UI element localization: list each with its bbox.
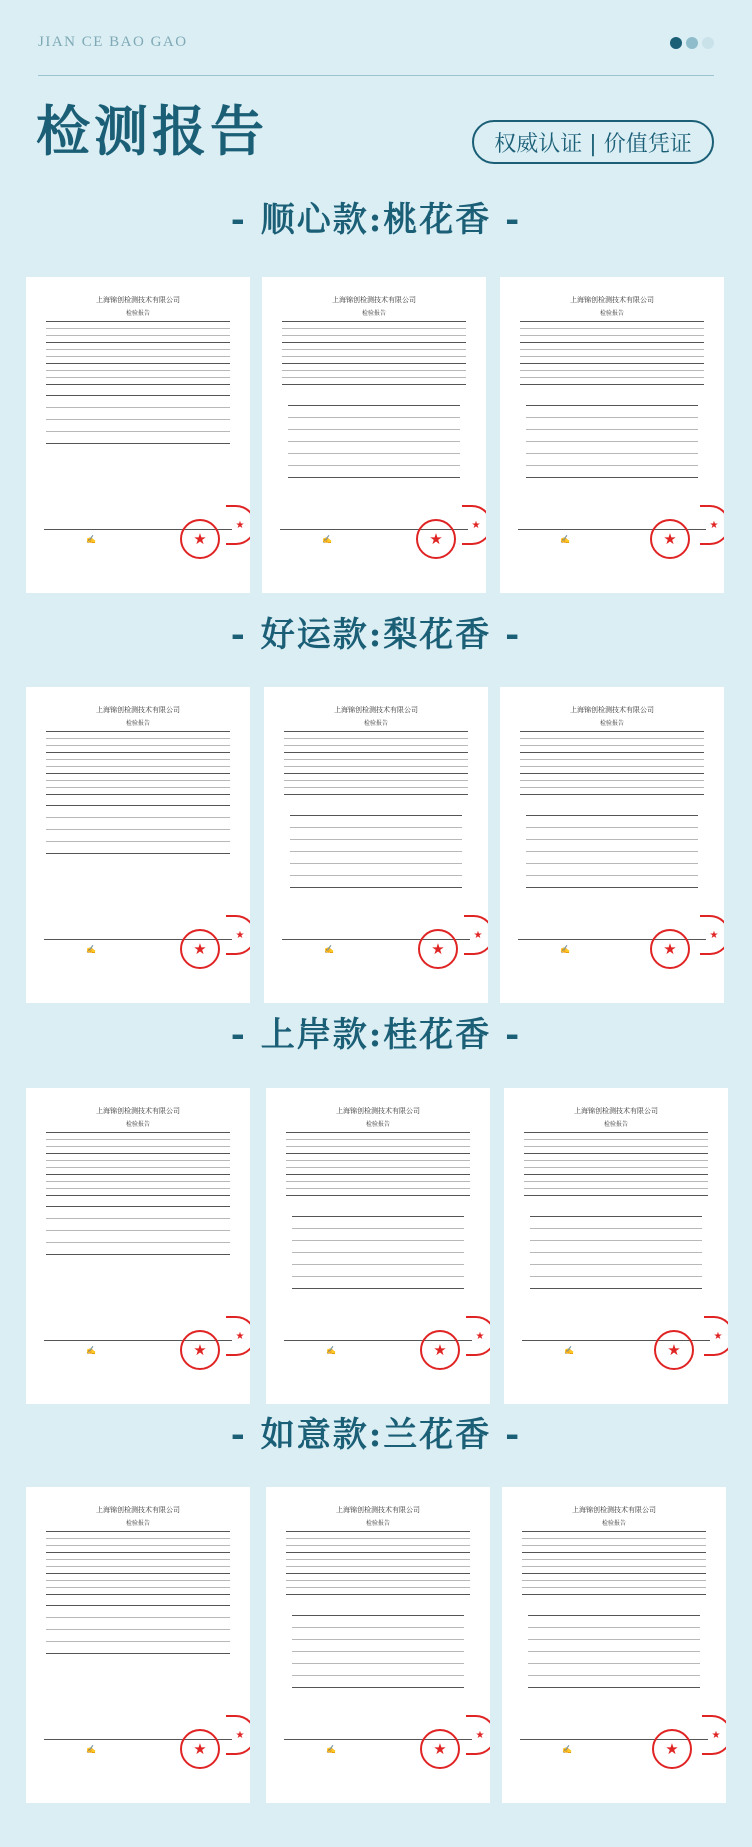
- report-doc-title: 检验报告: [599, 310, 624, 317]
- report-result-line: [288, 465, 460, 466]
- report-text-line: [522, 1566, 706, 1567]
- report-text-line: [46, 321, 230, 322]
- report-result-line: [288, 417, 460, 418]
- report-company: 上海锦创检测技术有限公司: [96, 296, 180, 304]
- section-title: - 好运款:梨花香 -: [230, 615, 522, 655]
- report-result-line: [288, 405, 460, 406]
- report-page: [262, 277, 486, 593]
- report-text-line: [282, 335, 466, 336]
- report-company: 上海锦创检测技术有限公司: [572, 1506, 656, 1514]
- report-text-line: [286, 1160, 470, 1161]
- section-title: - 顺心款:桃花香 -: [230, 200, 522, 240]
- header-divider: [38, 75, 714, 76]
- report-result-line: [290, 851, 462, 852]
- report-result-line: [528, 1675, 700, 1676]
- half-stamp-icon: ★: [700, 915, 724, 955]
- report-result-line: [288, 429, 460, 430]
- signature-icon: ✍: [560, 945, 570, 954]
- report-company: 上海锦创检测技术有限公司: [96, 1506, 180, 1514]
- report-text-line: [286, 1195, 470, 1196]
- report-company: 上海锦创检测技术有限公司: [570, 706, 654, 714]
- report-result-line: [526, 887, 698, 888]
- report-result-line: [46, 1218, 230, 1219]
- red-star-stamp-icon: ★: [650, 929, 690, 969]
- section-title: - 如意款:兰花香 -: [230, 1415, 522, 1455]
- report-text-line: [520, 342, 704, 343]
- report-text-line: [286, 1139, 470, 1140]
- report-result-line: [526, 863, 698, 864]
- report-result-line: [526, 477, 698, 478]
- report-result-line: [526, 417, 698, 418]
- report-text-line: [284, 731, 468, 732]
- report-text-line: [46, 1573, 230, 1574]
- report-text-line: [46, 1566, 230, 1567]
- report-text-line: [46, 738, 230, 739]
- report-text-line: [46, 1174, 230, 1175]
- report-result-line: [526, 465, 698, 466]
- report-doc-title: 检验报告: [601, 1520, 626, 1527]
- report-text-line: [284, 794, 468, 795]
- report-text-line: [282, 370, 466, 371]
- report-text-line: [46, 1153, 230, 1154]
- report-doc-title: 检验报告: [125, 1121, 150, 1128]
- report-result-line: [526, 429, 698, 430]
- report-text-line: [282, 384, 466, 385]
- report-result-line: [292, 1276, 464, 1277]
- report-text-line: [286, 1580, 470, 1581]
- red-star-stamp-icon: ★: [650, 519, 690, 559]
- report-result-line: [46, 1629, 230, 1630]
- report-text-line: [46, 794, 230, 795]
- report-doc-title: 检验报告: [603, 1121, 628, 1128]
- report-text-line: [46, 787, 230, 788]
- report-text-line: [46, 1538, 230, 1539]
- report-text-line: [520, 349, 704, 350]
- report-result-line: [292, 1615, 464, 1616]
- signature-icon: ✍: [86, 535, 96, 544]
- report-text-line: [520, 384, 704, 385]
- report-result-line: [46, 1605, 230, 1606]
- report-text-line: [46, 377, 230, 378]
- report-result-line: [290, 875, 462, 876]
- report-result-line: [46, 1653, 230, 1654]
- report-result-line: [526, 405, 698, 406]
- report-result-line: [290, 863, 462, 864]
- report-text-line: [522, 1552, 706, 1553]
- report-result-line: [526, 441, 698, 442]
- report-text-line: [46, 780, 230, 781]
- signature-icon: ✍: [562, 1745, 572, 1754]
- red-star-stamp-icon: ★: [416, 519, 456, 559]
- report-text-line: [284, 759, 468, 760]
- red-star-stamp-icon: ★: [652, 1729, 692, 1769]
- red-star-stamp-icon: ★: [180, 1729, 220, 1769]
- report-text-line: [520, 321, 704, 322]
- signature-icon: ✍: [326, 1346, 336, 1355]
- report-text-line: [46, 752, 230, 753]
- report-text-line: [520, 356, 704, 357]
- certification-badge: 权威认证 | 价值凭证: [472, 120, 714, 164]
- report-text-line: [46, 1181, 230, 1182]
- half-stamp-icon: ★: [226, 505, 250, 545]
- report-result-line: [46, 419, 230, 420]
- report-result-line: [292, 1228, 464, 1229]
- report-result-line: [528, 1651, 700, 1652]
- report-text-line: [46, 1545, 230, 1546]
- dot-active: [670, 37, 682, 49]
- report-result-line: [288, 477, 460, 478]
- report-result-line: [530, 1276, 702, 1277]
- report-text-line: [46, 759, 230, 760]
- report-text-line: [286, 1167, 470, 1168]
- report-text-line: [520, 752, 704, 753]
- report-result-line: [46, 407, 230, 408]
- report-result-line: [292, 1663, 464, 1664]
- half-stamp-icon: ★: [702, 1715, 726, 1755]
- report-text-line: [46, 1188, 230, 1189]
- report-text-line: [46, 363, 230, 364]
- report-text-line: [524, 1195, 708, 1196]
- report-result-line: [290, 815, 462, 816]
- report-company: 上海锦创检测技术有限公司: [574, 1107, 658, 1115]
- report-text-line: [286, 1545, 470, 1546]
- signature-icon: ✍: [86, 1346, 96, 1355]
- report-result-line: [46, 431, 230, 432]
- report-doc-title: 检验报告: [125, 310, 150, 317]
- report-result-line: [46, 1242, 230, 1243]
- report-doc-title: 检验报告: [361, 310, 386, 317]
- report-text-line: [524, 1132, 708, 1133]
- report-text-line: [286, 1531, 470, 1532]
- red-star-stamp-icon: ★: [180, 1330, 220, 1370]
- report-company: 上海锦创检测技术有限公司: [332, 296, 416, 304]
- report-text-line: [46, 766, 230, 767]
- report-text-line: [286, 1174, 470, 1175]
- report-result-line: [528, 1627, 700, 1628]
- report-text-line: [524, 1139, 708, 1140]
- report-text-line: [286, 1181, 470, 1182]
- report-result-line: [530, 1228, 702, 1229]
- report-text-line: [282, 363, 466, 364]
- report-text-line: [46, 356, 230, 357]
- report-text-line: [524, 1181, 708, 1182]
- report-text-line: [520, 377, 704, 378]
- report-page: [500, 277, 724, 593]
- top-label: JIAN CE BAO GAO: [38, 34, 188, 50]
- section-title: - 上岸款:桂花香 -: [230, 1015, 522, 1055]
- signature-icon: ✍: [564, 1346, 574, 1355]
- report-result-line: [46, 1641, 230, 1642]
- report-page: [266, 1088, 490, 1404]
- report-result-line: [292, 1639, 464, 1640]
- half-stamp-icon: ★: [700, 505, 724, 545]
- report-page: [26, 1487, 250, 1803]
- report-text-line: [520, 794, 704, 795]
- report-result-line: [46, 841, 230, 842]
- report-text-line: [282, 349, 466, 350]
- report-doc-title: 检验报告: [363, 720, 388, 727]
- report-result-line: [526, 875, 698, 876]
- report-result-line: [530, 1216, 702, 1217]
- half-stamp-icon: ★: [226, 1316, 250, 1356]
- report-result-line: [290, 827, 462, 828]
- report-page: [502, 1487, 726, 1803]
- report-result-line: [288, 453, 460, 454]
- report-text-line: [520, 759, 704, 760]
- report-result-line: [292, 1288, 464, 1289]
- report-page: [266, 1487, 490, 1803]
- report-text-line: [524, 1153, 708, 1154]
- report-page: [500, 687, 724, 1003]
- report-doc-title: 检验报告: [365, 1520, 390, 1527]
- report-result-line: [46, 443, 230, 444]
- report-text-line: [46, 1552, 230, 1553]
- report-result-line: [528, 1639, 700, 1640]
- dot: [702, 37, 714, 49]
- report-result-line: [288, 441, 460, 442]
- red-star-stamp-icon: ★: [654, 1330, 694, 1370]
- report-page: [504, 1088, 728, 1404]
- report-company: 上海锦创检测技术有限公司: [96, 1107, 180, 1115]
- report-text-line: [286, 1594, 470, 1595]
- report-result-line: [526, 839, 698, 840]
- report-result-line: [528, 1663, 700, 1664]
- report-result-line: [46, 1230, 230, 1231]
- report-text-line: [522, 1559, 706, 1560]
- report-text-line: [46, 1139, 230, 1140]
- report-text-line: [522, 1580, 706, 1581]
- report-text-line: [520, 745, 704, 746]
- report-result-line: [530, 1240, 702, 1241]
- report-text-line: [282, 342, 466, 343]
- report-doc-title: 检验报告: [365, 1121, 390, 1128]
- half-stamp-icon: ★: [466, 1316, 490, 1356]
- report-company: 上海锦创检测技术有限公司: [334, 706, 418, 714]
- half-stamp-icon: ★: [226, 1715, 250, 1755]
- report-text-line: [46, 342, 230, 343]
- report-text-line: [522, 1545, 706, 1546]
- report-doc-title: 检验报告: [125, 1520, 150, 1527]
- report-text-line: [46, 1167, 230, 1168]
- report-text-line: [46, 1531, 230, 1532]
- report-text-line: [286, 1573, 470, 1574]
- half-stamp-icon: ★: [464, 915, 488, 955]
- report-text-line: [520, 363, 704, 364]
- report-result-line: [46, 1254, 230, 1255]
- report-text-line: [46, 384, 230, 385]
- report-text-line: [520, 787, 704, 788]
- report-text-line: [282, 328, 466, 329]
- report-text-line: [284, 745, 468, 746]
- report-company: 上海锦创检测技术有限公司: [96, 706, 180, 714]
- report-page: [26, 687, 250, 1003]
- report-result-line: [530, 1264, 702, 1265]
- report-result-line: [292, 1687, 464, 1688]
- signature-icon: ✍: [86, 945, 96, 954]
- report-result-line: [292, 1264, 464, 1265]
- report-result-line: [530, 1252, 702, 1253]
- report-result-line: [292, 1240, 464, 1241]
- report-text-line: [520, 780, 704, 781]
- report-text-line: [284, 766, 468, 767]
- report-text-line: [282, 356, 466, 357]
- report-text-line: [286, 1132, 470, 1133]
- report-text-line: [46, 370, 230, 371]
- report-text-line: [520, 335, 704, 336]
- report-text-line: [522, 1573, 706, 1574]
- signature-icon: ✍: [560, 535, 570, 544]
- signature-icon: ✍: [326, 1745, 336, 1754]
- report-text-line: [520, 773, 704, 774]
- signature-icon: ✍: [324, 945, 334, 954]
- report-result-line: [292, 1216, 464, 1217]
- red-star-stamp-icon: ★: [180, 929, 220, 969]
- report-text-line: [46, 773, 230, 774]
- report-text-line: [282, 321, 466, 322]
- report-text-line: [286, 1188, 470, 1189]
- report-text-line: [46, 335, 230, 336]
- pagination-dots: [670, 37, 714, 49]
- report-text-line: [520, 766, 704, 767]
- report-result-line: [530, 1288, 702, 1289]
- report-result-line: [290, 887, 462, 888]
- report-result-line: [46, 817, 230, 818]
- report-result-line: [290, 839, 462, 840]
- report-text-line: [46, 1580, 230, 1581]
- report-result-line: [292, 1252, 464, 1253]
- report-text-line: [46, 1160, 230, 1161]
- report-text-line: [524, 1160, 708, 1161]
- report-result-line: [528, 1615, 700, 1616]
- report-text-line: [522, 1538, 706, 1539]
- report-text-line: [524, 1167, 708, 1168]
- report-result-line: [46, 853, 230, 854]
- report-text-line: [520, 731, 704, 732]
- report-doc-title: 检验报告: [599, 720, 624, 727]
- report-result-line: [526, 851, 698, 852]
- red-star-stamp-icon: ★: [180, 519, 220, 559]
- report-text-line: [286, 1146, 470, 1147]
- signature-icon: ✍: [86, 1745, 96, 1754]
- report-text-line: [284, 780, 468, 781]
- report-text-line: [46, 1594, 230, 1595]
- report-company: 上海锦创检测技术有限公司: [336, 1107, 420, 1115]
- report-result-line: [292, 1651, 464, 1652]
- report-text-line: [524, 1188, 708, 1189]
- report-text-line: [46, 1559, 230, 1560]
- report-company: 上海锦创检测技术有限公司: [570, 296, 654, 304]
- report-page: [26, 277, 250, 593]
- report-text-line: [46, 1587, 230, 1588]
- report-text-line: [286, 1559, 470, 1560]
- report-text-line: [522, 1594, 706, 1595]
- report-result-line: [526, 815, 698, 816]
- dot: [686, 37, 698, 49]
- report-text-line: [284, 773, 468, 774]
- report-text-line: [286, 1552, 470, 1553]
- report-result-line: [528, 1687, 700, 1688]
- report-text-line: [520, 370, 704, 371]
- red-star-stamp-icon: ★: [420, 1729, 460, 1769]
- signature-icon: ✍: [322, 535, 332, 544]
- report-text-line: [286, 1153, 470, 1154]
- report-text-line: [46, 731, 230, 732]
- report-doc-title: 检验报告: [125, 720, 150, 727]
- report-text-line: [46, 1132, 230, 1133]
- half-stamp-icon: ★: [466, 1715, 490, 1755]
- report-text-line: [46, 745, 230, 746]
- report-text-line: [46, 349, 230, 350]
- report-page: [26, 1088, 250, 1404]
- half-stamp-icon: ★: [704, 1316, 728, 1356]
- report-text-line: [282, 377, 466, 378]
- half-stamp-icon: ★: [462, 505, 486, 545]
- report-result-line: [46, 1617, 230, 1618]
- report-result-line: [526, 453, 698, 454]
- report-text-line: [286, 1538, 470, 1539]
- report-text-line: [524, 1146, 708, 1147]
- report-text-line: [520, 738, 704, 739]
- page-title: 检测报告: [36, 99, 268, 163]
- report-text-line: [284, 738, 468, 739]
- report-result-line: [46, 805, 230, 806]
- report-text-line: [46, 1146, 230, 1147]
- report-company: 上海锦创检测技术有限公司: [336, 1506, 420, 1514]
- red-star-stamp-icon: ★: [418, 929, 458, 969]
- report-result-line: [292, 1675, 464, 1676]
- report-text-line: [46, 328, 230, 329]
- report-text-line: [286, 1587, 470, 1588]
- report-result-line: [292, 1627, 464, 1628]
- report-text-line: [284, 752, 468, 753]
- report-page: [264, 687, 488, 1003]
- half-stamp-icon: ★: [226, 915, 250, 955]
- report-text-line: [520, 328, 704, 329]
- report-text-line: [524, 1174, 708, 1175]
- report-result-line: [46, 829, 230, 830]
- report-text-line: [522, 1531, 706, 1532]
- report-result-line: [526, 827, 698, 828]
- report-result-line: [46, 395, 230, 396]
- report-result-line: [46, 1206, 230, 1207]
- red-star-stamp-icon: ★: [420, 1330, 460, 1370]
- report-text-line: [286, 1566, 470, 1567]
- report-text-line: [284, 787, 468, 788]
- report-text-line: [46, 1195, 230, 1196]
- report-text-line: [522, 1587, 706, 1588]
